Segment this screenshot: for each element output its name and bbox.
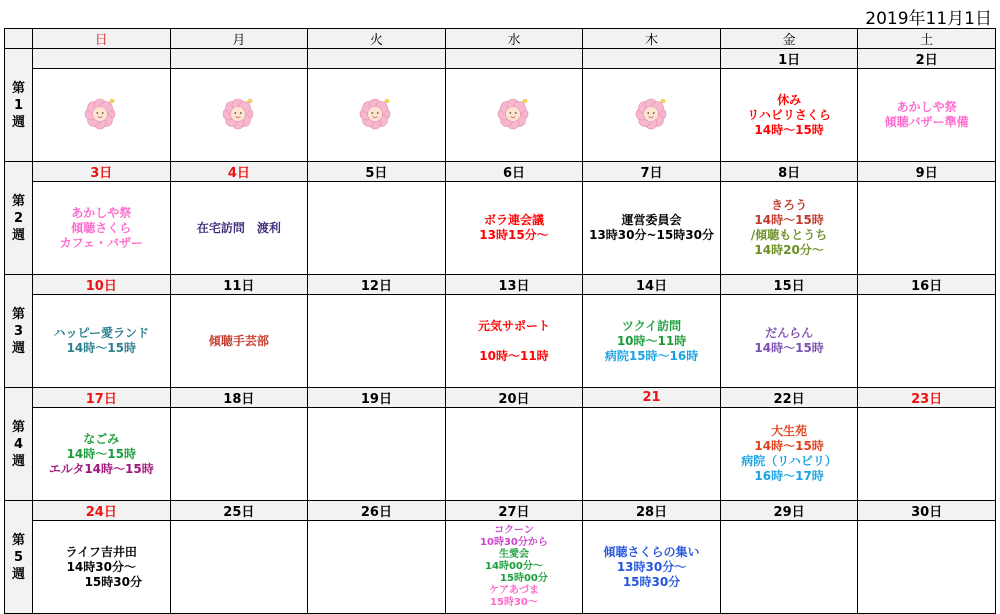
day-cell[interactable]: [858, 69, 996, 162]
day-number: 28日: [583, 501, 721, 521]
week-label-char: 3: [13, 323, 24, 339]
event-list: [583, 213, 720, 243]
event-list: [583, 319, 720, 364]
event-line: 傾聴手芸部: [208, 333, 269, 348]
day-number: [33, 49, 171, 69]
day-number: 3日: [33, 162, 171, 182]
event-list: [33, 545, 170, 590]
event-line: 14時30分～: [66, 559, 136, 574]
day-cell[interactable]: [33, 521, 171, 614]
week-label: [5, 501, 33, 614]
week-label-char: 週: [11, 114, 25, 130]
event-list: [721, 198, 858, 258]
day-number: 5日: [308, 162, 446, 182]
event-line: コクーン: [494, 525, 534, 536]
flower-icon: [221, 96, 257, 134]
week-label-char: 5: [13, 549, 24, 565]
day-cell[interactable]: [445, 182, 583, 275]
day-cell[interactable]: [170, 182, 308, 275]
monthly-calendar: [4, 28, 996, 614]
weekday-header: 月: [170, 29, 308, 49]
week-label: [5, 388, 33, 501]
day-number: 10日: [33, 275, 171, 295]
day-number: 12日: [308, 275, 446, 295]
day-number: 16日: [858, 275, 996, 295]
event-line: 10時30分から: [480, 537, 548, 548]
day-number: 11日: [170, 275, 308, 295]
day-cell[interactable]: [720, 182, 858, 275]
day-number: 25日: [170, 501, 308, 521]
event-list: [171, 334, 308, 349]
day-cell[interactable]: [170, 69, 308, 162]
day-cell[interactable]: [445, 295, 583, 388]
event-line: 15時30～: [490, 597, 538, 608]
day-number: [170, 49, 308, 69]
week-label-char: 第: [11, 80, 25, 96]
event-line: 14時～15時: [754, 341, 824, 355]
day-cell[interactable]: [445, 69, 583, 162]
calendar-date: 2019年11月1日: [865, 9, 992, 29]
day-cell[interactable]: [445, 408, 583, 501]
day-number: 6日: [445, 162, 583, 182]
event-line: リハビリさくら: [747, 107, 831, 122]
event-line: 14時～15時: [66, 341, 136, 355]
event-list: [446, 319, 583, 364]
weekday-header: 水: [445, 29, 583, 49]
event-list: [721, 424, 858, 484]
event-line: ライフ吉井田: [65, 544, 137, 559]
week-label-char: 第: [11, 532, 25, 548]
event-line: ボラ連会議: [483, 213, 544, 227]
event-line: 15時00分: [480, 573, 548, 584]
event-line: [446, 334, 583, 349]
event-list: [33, 206, 170, 251]
day-cell[interactable]: [308, 182, 446, 275]
weekday-header: 火: [308, 29, 446, 49]
event-line: 10時～11時: [479, 348, 549, 363]
day-number: 2日: [858, 49, 996, 69]
event-line: きろう: [771, 198, 808, 212]
day-number: 26日: [308, 501, 446, 521]
header-corner: [5, 29, 33, 49]
event-line: あかしや祭: [71, 205, 132, 220]
event-line: 14時00分～: [485, 561, 543, 572]
event-line: 14時～15時: [66, 446, 136, 461]
day-number: 1日: [720, 49, 858, 69]
event-line: 傾聴バザー準備: [884, 115, 969, 129]
day-number: 4日: [170, 162, 308, 182]
week-label-char: 週: [11, 453, 25, 469]
event-line: 生愛会: [498, 549, 529, 560]
day-number: [583, 49, 721, 69]
event-list: [171, 221, 308, 236]
event-line: 休み: [777, 92, 802, 107]
day-cell[interactable]: [308, 295, 446, 388]
flower-icon: [634, 96, 670, 134]
event-line: 14時～15時: [754, 213, 824, 227]
event-line: 15時30分: [60, 574, 142, 589]
day-cell[interactable]: [308, 69, 446, 162]
event-line: なごみ: [83, 431, 120, 446]
event-line: 14時～15時: [754, 439, 824, 453]
event-line: 14時20分～: [754, 243, 824, 257]
day-number: 29日: [720, 501, 858, 521]
day-number: 7日: [583, 162, 721, 182]
event-line: 15時30分: [622, 574, 681, 589]
event-list: [446, 525, 583, 609]
day-cell[interactable]: [170, 521, 308, 614]
week-label-char: 1: [13, 97, 24, 113]
day-number: 15日: [720, 275, 858, 295]
day-number: 9日: [858, 162, 996, 182]
day-cell[interactable]: [583, 182, 721, 275]
event-line: 13時15分～: [479, 228, 549, 242]
event-line: 10時～11時: [616, 333, 687, 348]
day-number: 21: [583, 388, 721, 408]
event-line: 傾聴さくら: [71, 220, 132, 235]
day-number: 13日: [445, 275, 583, 295]
day-cell[interactable]: [33, 182, 171, 275]
day-number: 18日: [170, 388, 308, 408]
day-number: 22日: [720, 388, 858, 408]
weekday-header: 金: [720, 29, 858, 49]
day-cell[interactable]: [720, 408, 858, 501]
flower-icon: [358, 96, 394, 134]
event-line: ハッピー愛ランド: [53, 326, 150, 340]
event-line: 13時30分～: [616, 559, 687, 574]
day-cell[interactable]: [583, 408, 721, 501]
day-cell[interactable]: [445, 521, 583, 614]
day-number: 14日: [583, 275, 721, 295]
week-label-char: 第: [11, 306, 25, 322]
day-cell[interactable]: [720, 521, 858, 614]
day-cell[interactable]: [720, 69, 858, 162]
week-label: [5, 275, 33, 388]
week-label-char: 4: [13, 436, 24, 452]
day-cell[interactable]: [308, 408, 446, 501]
week-label-char: 週: [11, 227, 25, 243]
event-line: ケアあづま: [488, 585, 539, 596]
day-cell[interactable]: [170, 408, 308, 501]
day-cell[interactable]: [170, 295, 308, 388]
day-number: 17日: [33, 388, 171, 408]
event-list: [446, 213, 583, 243]
day-number: 8日: [720, 162, 858, 182]
day-number: 20日: [445, 388, 583, 408]
week-label-char: 週: [11, 340, 25, 356]
day-number: 24日: [33, 501, 171, 521]
weekday-header: 日: [33, 29, 171, 49]
day-number: 30日: [858, 501, 996, 521]
event-line: 病院15時～16時: [604, 348, 699, 363]
day-cell[interactable]: [583, 69, 721, 162]
day-number: 27日: [445, 501, 583, 521]
event-line: 傾聴さくらの集い: [603, 544, 700, 559]
event-line: /傾聴もとうち: [750, 228, 828, 242]
event-line: 大生苑: [771, 424, 808, 438]
day-cell[interactable]: [583, 521, 721, 614]
event-line: 運営委員会: [621, 213, 682, 227]
day-number: 23日: [858, 388, 996, 408]
event-line: 13時30分~15時30分: [589, 228, 714, 242]
event-line: 元気サポート: [477, 318, 550, 333]
weekday-header: 木: [583, 29, 721, 49]
day-cell[interactable]: [720, 295, 858, 388]
day-cell[interactable]: [858, 182, 996, 275]
day-cell[interactable]: [858, 521, 996, 614]
weekday-header: 土: [858, 29, 996, 49]
week-label-char: 第: [11, 193, 25, 209]
day-number: [308, 49, 446, 69]
event-line: 在宅訪問 渡利: [196, 220, 281, 235]
day-number: [445, 49, 583, 69]
event-list: [583, 545, 720, 590]
day-cell[interactable]: [33, 69, 171, 162]
event-line: カフェ・バザー: [59, 235, 143, 250]
day-cell[interactable]: [308, 521, 446, 614]
flower-icon: [496, 96, 532, 134]
week-label: [5, 162, 33, 275]
day-cell[interactable]: [858, 295, 996, 388]
event-line: だんらん: [765, 326, 814, 340]
event-list: [858, 100, 995, 130]
event-line: 14時～15時: [754, 122, 824, 137]
event-line: ツクイ訪問: [621, 318, 682, 333]
week-label: [5, 49, 33, 162]
week-label-char: 週: [11, 566, 25, 582]
event-line: エルタ14時～15時: [48, 461, 154, 476]
week-label-char: 2: [13, 210, 24, 226]
day-number: 19日: [308, 388, 446, 408]
flower-icon: [83, 96, 119, 134]
event-list: [33, 326, 170, 356]
event-line: 病院（リハビリ）: [741, 454, 837, 468]
week-label-char: 第: [11, 419, 25, 435]
day-cell[interactable]: [33, 295, 171, 388]
day-cell[interactable]: [858, 408, 996, 501]
event-list: [721, 326, 858, 356]
day-cell[interactable]: [583, 295, 721, 388]
day-cell[interactable]: [33, 408, 171, 501]
event-line: 16時～17時: [754, 469, 824, 483]
event-list: [721, 93, 858, 138]
event-list: [33, 432, 170, 477]
event-line: あかしや祭: [896, 100, 957, 114]
